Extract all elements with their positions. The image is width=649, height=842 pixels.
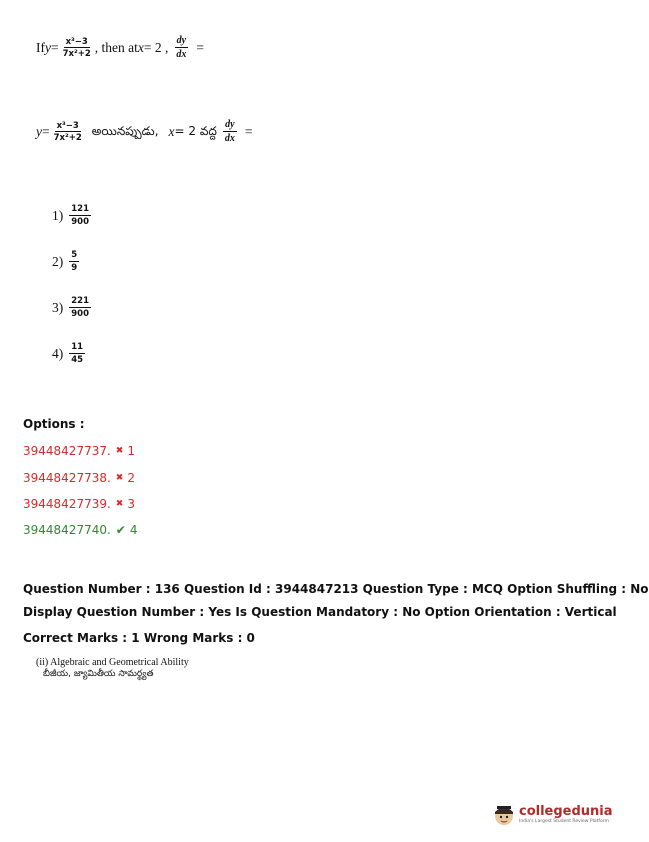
- option-label: 4): [52, 345, 64, 361]
- fraction-numerator: x³−3: [56, 120, 79, 131]
- choice-id: 39448427738.: [23, 471, 111, 485]
- fraction-denominator: 7x²+2: [53, 133, 82, 143]
- correct-check-icon: ✔: [115, 523, 126, 537]
- option-numerator: 121: [71, 204, 89, 214]
- logo-brand-text: collegedunia: [519, 804, 613, 820]
- choice-id: 39448427737.: [23, 444, 111, 458]
- option-label: 1): [52, 207, 64, 223]
- function-fraction: [52, 122, 84, 143]
- section-label: [36, 657, 189, 679]
- option-denominator: 900: [71, 216, 89, 227]
- option-denominator: 45: [71, 354, 84, 365]
- question-english: [36, 36, 204, 60]
- answer-option-3: [52, 297, 93, 318]
- function-fraction: [61, 38, 93, 59]
- choice-id: 39448427739.: [23, 497, 111, 511]
- section-label-telugu: బీజీయ, జ్యామితీయ సామర్థ్యత: [43, 668, 154, 679]
- condition-text: = 2 ,: [143, 40, 169, 55]
- variable-y: y: [36, 124, 42, 139]
- variable-y: y: [45, 40, 51, 55]
- section-label-english: (ii) Algebraic and Geometrical Ability: [36, 657, 189, 668]
- choice-value: 2: [127, 471, 135, 485]
- option-denominator: 9: [71, 262, 78, 273]
- choice-id: 39448427740.: [23, 523, 111, 537]
- answer-option-4: [52, 343, 87, 364]
- question-telugu: [36, 120, 252, 144]
- collegedunia-logo: [492, 802, 613, 828]
- telugu-mid-text: అయినప్పుడు,: [91, 123, 159, 138]
- variable-x: x: [168, 124, 175, 139]
- variable-x: x: [137, 40, 144, 55]
- derivative-fraction: [223, 120, 237, 144]
- option-label: 2): [52, 253, 64, 269]
- wrong-mark-icon: ✖: [115, 499, 124, 509]
- logo-tagline: India's Largest Student Review Platform: [519, 819, 609, 825]
- answer-option-1: [52, 205, 93, 226]
- choice-row-1: [23, 444, 135, 458]
- choice-row-4: [23, 523, 138, 537]
- choice-row-2: [23, 471, 135, 485]
- fraction-denominator: 7x²+2: [62, 49, 91, 59]
- choice-value: 3: [127, 497, 135, 511]
- equals-sign: =: [51, 40, 59, 55]
- choice-value: 1: [127, 444, 135, 458]
- question-prefix: If: [36, 40, 45, 55]
- equals-sign: =: [42, 124, 50, 139]
- derivative-denominator: dx: [224, 133, 235, 144]
- question-mid-text: , then at: [94, 40, 138, 55]
- question-meta-line-3: Correct Marks : 1 Wrong Marks : 0: [23, 631, 255, 645]
- option-numerator: 221: [71, 296, 89, 306]
- question-meta-line-2: Display Question Number : Yes Is Question Mandatory : No Option Orientation : Vertical: [23, 605, 617, 619]
- option-denominator: 900: [71, 308, 89, 319]
- options-heading: Options :: [23, 417, 85, 431]
- option-numerator: 5: [71, 250, 78, 260]
- derivative-denominator: dx: [176, 49, 187, 60]
- derivative-fraction: [174, 36, 188, 60]
- mascot-icon: [492, 802, 516, 828]
- option-numerator: 11: [71, 342, 84, 352]
- choice-row-3: [23, 497, 135, 511]
- end-equals: =: [196, 40, 205, 55]
- wrong-mark-icon: ✖: [115, 473, 124, 483]
- option-label: 3): [52, 299, 64, 315]
- question-meta-line-1: Question Number : 136 Question Id : 3944847213 Question Type : MCQ Option Shuffling : No: [23, 582, 649, 596]
- wrong-mark-icon: ✖: [115, 446, 124, 456]
- choice-value: 4: [129, 523, 138, 537]
- derivative-numerator: dy: [176, 35, 187, 46]
- fraction-numerator: x³−3: [65, 36, 88, 47]
- answer-option-2: [52, 251, 81, 272]
- derivative-numerator: dy: [225, 119, 235, 130]
- end-equals: =: [244, 124, 253, 139]
- condition-text: = 2 వద్ద: [174, 123, 217, 138]
